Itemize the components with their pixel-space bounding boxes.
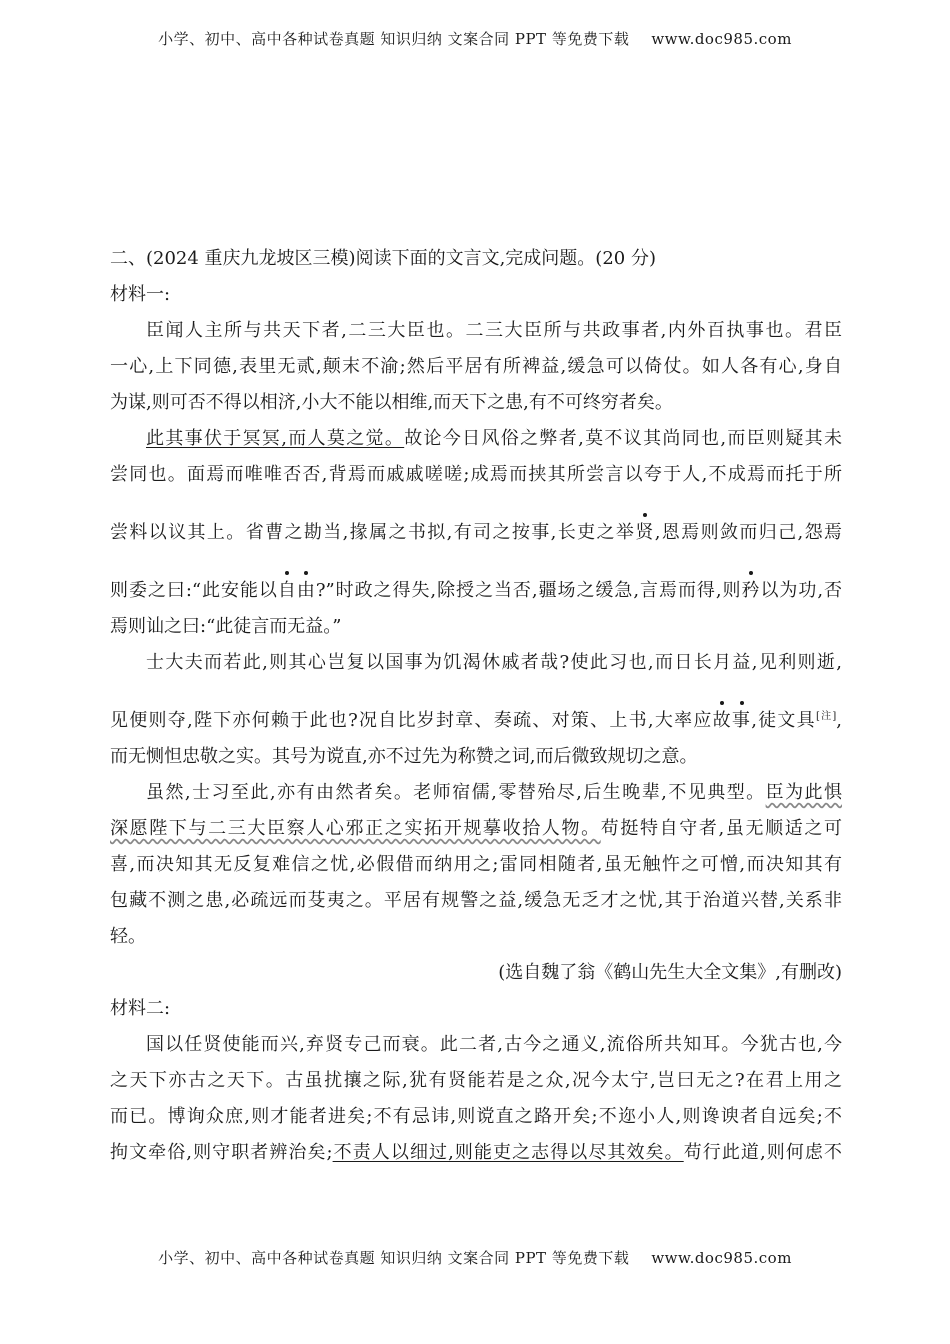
m1-p1-line3: 为谋,则可否不得以相济,小大不能以相维,而天下之患,有不可终穷者矣。 — [110, 392, 673, 413]
text-run: ?”时政之得失,除授之当否,疆场之缓急,言焉而得,则 — [315, 580, 742, 601]
m2-line2: 之天下亦古之天下。古虽扰攘之际,犹有贤能若是之众,况今太宁,岂曰无之?在君上用之 — [110, 1070, 842, 1091]
text-run: 拘文牵俗,则守职者辨治矣; — [110, 1142, 333, 1163]
text-run: 尝料以议其上。省曹之勘当,掾属之书拟,有司之按事,长吏之举 — [110, 522, 636, 543]
text-run: , — [836, 710, 843, 731]
wavy-underlined-text: 臣为此惧 — [765, 782, 842, 803]
dotted-char: 由 — [296, 580, 316, 601]
page-header — [0, 28, 950, 49]
dotted-char: 事 — [731, 710, 752, 731]
text-run: ,徒文具 — [751, 710, 816, 731]
wavy-underlined-text: 深愿陛下与二三大臣察人心邪正之实拓开规摹收拾人物。 — [110, 818, 601, 839]
material1-label: 材料一: — [110, 284, 171, 305]
m1-p2-line5: 焉则讪之曰:“此徒言而无益。” — [110, 616, 342, 637]
text-run: 苟行此道,则何虑不 — [683, 1142, 842, 1163]
m1-p4-line4: 包藏不测之患,必疏远而芟夷之。平居有规警之益,缓急无乏才之忧,其于治道兴替,关系非 — [110, 890, 842, 911]
m2-line4 — [110, 1142, 842, 1164]
m1-p2-line2: 尝同也。面焉而唯唯否否,背焉而戚戚嗟嗟;成焉而挟其所尝言以夸于人,不成焉而托于所 — [110, 464, 842, 485]
material2-label: 材料二: — [110, 998, 171, 1019]
text-run: 以为功,否 — [760, 580, 843, 601]
text-run: 则委之曰:“此安能以 — [110, 580, 278, 601]
m1-p2-line3 — [110, 522, 842, 544]
material1-source: (选自魏了翁《鹤山先生大全文集》,有删改) — [498, 962, 842, 983]
m1-p1-line2: 一心,上下同德,表里无贰,颠末不渝;然后平居有所裨益,缓急可以倚仗。如人各有心,身自 — [110, 356, 842, 377]
m1-p4-line2 — [110, 818, 842, 840]
underlined-sentence: 不责人以细过,则能吏之志得以尽其效矣。 — [332, 1142, 684, 1163]
m1-p4-line3: 喜,而决知其无反复难信之忧,必假借而纳用之;雷同相随者,虽无触忤之可憎,而决知其有 — [110, 854, 842, 875]
text-run: 虽然,士习至此,亦有由然者矣。老师宿儒,零替殆尽,后生晚辈,不见典型。 — [146, 782, 766, 803]
footer-text: 小学、初中、高中各种试卷真题 知识归纳 文案合同 PPT 等免费下载 — [158, 1249, 630, 1267]
document-body — [110, 248, 842, 1164]
m1-p4-line5: 轻。 — [110, 926, 146, 947]
header-text: 小学、初中、高中各种试卷真题 知识归纳 文案合同 PPT 等免费下载 — [158, 30, 630, 48]
underlined-sentence: 此其事伏于冥冥,而人莫之觉。 — [146, 428, 405, 449]
footer-url[interactable]: www.doc985.com — [651, 1249, 792, 1267]
header-url[interactable]: www.doc985.com — [651, 30, 792, 48]
m1-p1-line1: 臣闻人主所与共天下者,二三大臣也。二三大臣所与共政事者,内外百执事也。君臣 — [146, 320, 842, 341]
m2-line1: 国以任贤使能而兴,弃贤专己而衰。此二者,古今之通义,流俗所共知耳。今犹古也,今 — [146, 1034, 842, 1055]
question-title: 二、(2024 重庆九龙坡区三模)阅读下面的文言文,完成问题。(20 分) — [110, 248, 656, 269]
dotted-char: 故 — [712, 710, 732, 731]
m1-p3-line3: 而无恻怛忠敬之实。其号为谠直,亦不过先为称赞之词,而后微致规切之意。 — [110, 746, 698, 767]
dotted-char: 矜 — [741, 580, 761, 601]
text-run: 故论今日风俗之弊者,莫不议其尚同也,而臣则疑其未 — [404, 428, 842, 449]
m2-line3: 而已。博询众庶,则才能者进矣;不有忌讳,则谠直之路开矣;不迩小人,则谗谀者自远矣;不 — [110, 1106, 842, 1127]
m1-p3-line1: 士大夫而若此,则其心岂复以国事为饥渴休戚者哉?使此习也,而日长月益,见利则逝, — [146, 652, 842, 673]
m1-p4-line1 — [110, 782, 842, 804]
page-footer — [0, 1247, 950, 1268]
text-run: 见便则夺,陛下亦何赖于此也?况自比岁封章、奏疏、对策、上书,大率应 — [110, 710, 713, 731]
dotted-char: 自 — [277, 580, 297, 601]
footnote-marker[interactable]: [注] — [815, 711, 837, 722]
m1-p2-line4 — [110, 580, 842, 602]
text-run: ,恩焉则敛而归己,怨焉 — [654, 522, 842, 543]
m1-p2-line1 — [110, 428, 842, 450]
text-run: 苟挺特自守者,虽无顺适之可 — [600, 818, 842, 839]
dotted-char: 贤 — [635, 522, 655, 543]
m1-p3-line2 — [110, 710, 842, 732]
